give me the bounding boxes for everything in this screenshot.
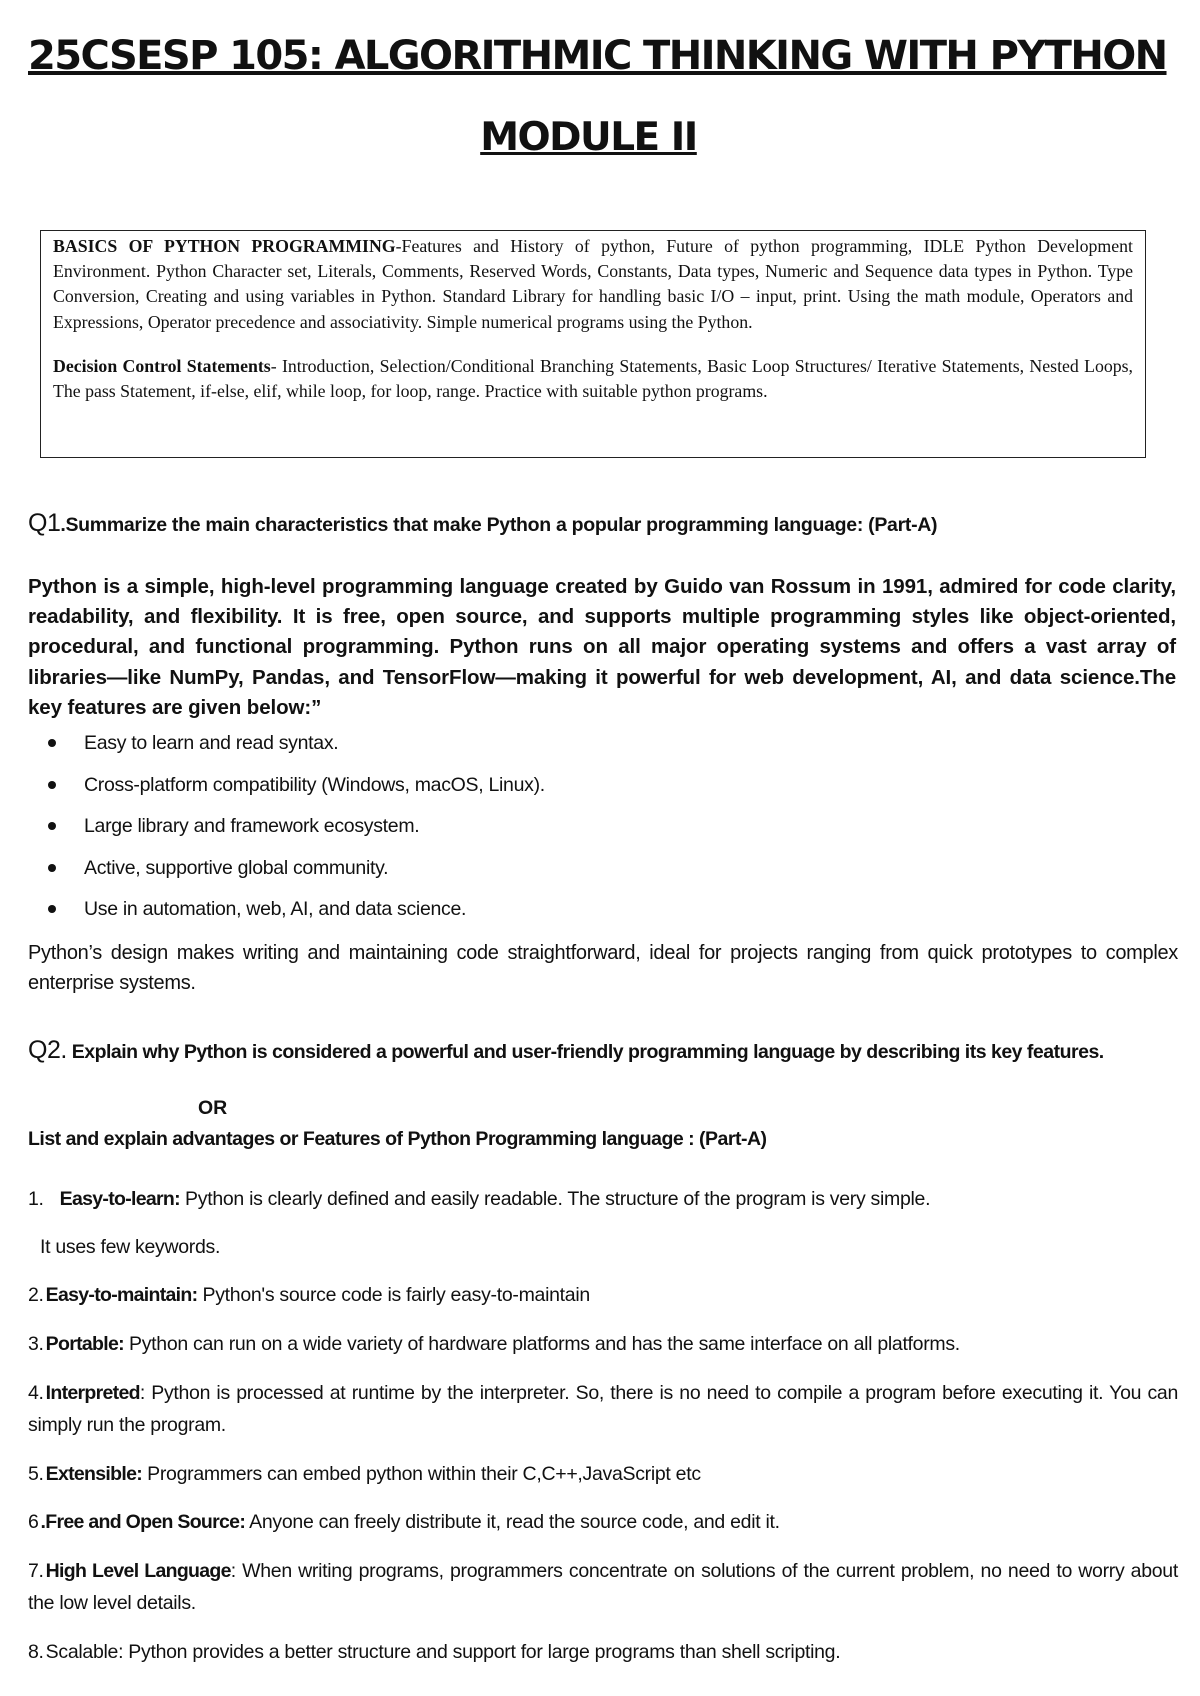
syllabus-heading-basics: BASICS OF PYTHON PROGRAMMING: [53, 236, 396, 256]
advantage-item: [28, 1636, 1178, 1668]
advantage-text: : Python is processed at runtime by the interpreter. So, there is no need to compile a program before executing it. You can simply run the program.: [28, 1382, 1178, 1436]
advantage-title: Portable:: [45, 1333, 124, 1355]
advantage-number: 3.: [28, 1333, 44, 1355]
syllabus-paragraph-decision-control: [53, 354, 1133, 404]
syllabus-body-decision-control: - Introduction, Selection/Conditional Branching Statements, Basic Loop Structures/ Iterative Statements, Nested Loops, The pass Statement, if-else, elif, while loop, for loop, range. Practice with suitable python programs.: [53, 355, 1133, 402]
advantage-number: 4.: [28, 1382, 44, 1404]
advantage-item: [28, 1279, 1178, 1311]
list-item: [44, 770, 1044, 812]
list-item-text: Large library and framework ecosystem.: [84, 815, 420, 837]
advantage-text: Python is clearly defined and easily readable. The structure of the program is very simple.: [179, 1188, 931, 1210]
advantage-number: 2.: [28, 1284, 44, 1306]
list-item: [44, 728, 1044, 770]
bullet-icon: [48, 822, 56, 830]
list-item: [44, 853, 1044, 895]
advantage-item: [28, 1555, 1178, 1619]
question-1-text: .Summarize the main characteristics that make Python a popular programming language: (Part-A): [60, 514, 938, 536]
module-title: MODULE II: [480, 115, 697, 160]
question-1-number: Q1: [28, 509, 61, 537]
advantage-item: [28, 1506, 1178, 1538]
advantage-item: [28, 1183, 1178, 1215]
advantage-text: Programmers can embed python within their C,C++,JavaScript etc: [142, 1463, 701, 1485]
advantage-title: Interpreted: [45, 1382, 140, 1404]
advantage-text: : When writing programs, programmers concentrate on solutions of the current problem, no need to worry about the low level details.: [28, 1560, 1178, 1614]
question-1-closing: Python’s design makes writing and maintaining code straightforward, ideal for projects ranging from quick prototypes to complex enterprise systems.: [28, 942, 1178, 995]
syllabus-body-basics: -Features and History of python, Future of python programming, IDLE Python Development Environment. Python Character set, Literals, Comments, Reserved Words, Constants, Data types, Numeric and Sequence data types in Python. Type Conversion, Creating and using variables in Python. Standard Library for handling basic I/O – input, print. Using the math module, Operators and Expressions, Operator precedence and associativity. Simple numerical programs using the Python.: [53, 236, 1133, 332]
question-2-number: Q2.: [28, 1036, 67, 1064]
feature-list: [44, 728, 1044, 936]
advantage-title: Easy-to-maintain:: [45, 1284, 198, 1306]
advantage-text: Scalable: Python provides a better structure and support for large programs than shell scripting.: [45, 1641, 841, 1663]
list-item-text: Use in automation, web, AI, and data science.: [84, 898, 467, 920]
advantage-continuation: It uses few keywords.: [40, 1236, 221, 1258]
list-item-text: Cross-platform compatibility (Windows, macOS, Linux).: [84, 773, 545, 796]
advantage-item: [28, 1377, 1178, 1441]
bullet-icon: [48, 739, 56, 747]
syllabus-box: [40, 230, 1146, 458]
advantage-title: Easy-to-learn:: [59, 1188, 180, 1210]
bullet-icon: [48, 864, 56, 872]
advantage-text: Python can run on a wide variety of hardware platforms and has the same interface on all platforms.: [123, 1333, 960, 1355]
syllabus-paragraph-basics: [53, 234, 1133, 335]
advantage-text: Python's source code is fairly easy-to-maintain: [197, 1284, 590, 1306]
advantage-number: 5.: [28, 1463, 44, 1485]
list-item: [44, 894, 1044, 936]
question-2-alternative: List and explain advantages or Features of Python Programming language : (Part-A): [28, 1128, 767, 1150]
advantage-item: [28, 1458, 1178, 1490]
list-item-text: Easy to learn and read syntax.: [84, 732, 339, 754]
bullet-icon: [48, 905, 56, 913]
advantage-number: 1.: [28, 1188, 44, 1210]
question-1: [28, 508, 1178, 540]
advantage-title: .Free and Open Source:: [40, 1511, 246, 1533]
advantage-number: 6: [28, 1511, 39, 1533]
syllabus-heading-decision-control: Decision Control Statements: [53, 355, 271, 376]
question-2-text: Explain why Python is considered a powerful and user-friendly programming language by describing its key features.: [66, 1041, 1104, 1063]
advantage-number: 7.: [28, 1560, 44, 1582]
advantage-title: High Level Language: [45, 1560, 231, 1582]
question-2: [28, 1035, 1178, 1067]
advantage-text: Anyone can freely distribute it, read the source code, and edit it.: [245, 1511, 780, 1533]
list-item: [44, 811, 1044, 853]
list-item-text: Active, supportive global community.: [84, 856, 389, 879]
advantage-title: Extensible:: [45, 1463, 143, 1485]
question-1-answer: Python is a simple, high-level programming language created by Guido van Rossum in 1991, admired for code clarity, readability, and flexibility. It is free, open source, and supports multiple programming styles like object-oriented, procedural, and functional programming. Python runs on all major operating systems and offers a vast array of libraries—like NumPy, Pandas, and TensorFlow—making it powerful for web development, AI, and data science.The key features are given below:”: [28, 575, 1176, 719]
course-title: 25CSESP 105: ALGORITHMIC THINKING WITH PYTHON: [28, 33, 1167, 79]
bullet-icon: [48, 781, 56, 789]
question-2-or: OR: [198, 1097, 228, 1119]
advantage-number: 8.: [28, 1641, 44, 1663]
advantage-item: [28, 1328, 1178, 1360]
